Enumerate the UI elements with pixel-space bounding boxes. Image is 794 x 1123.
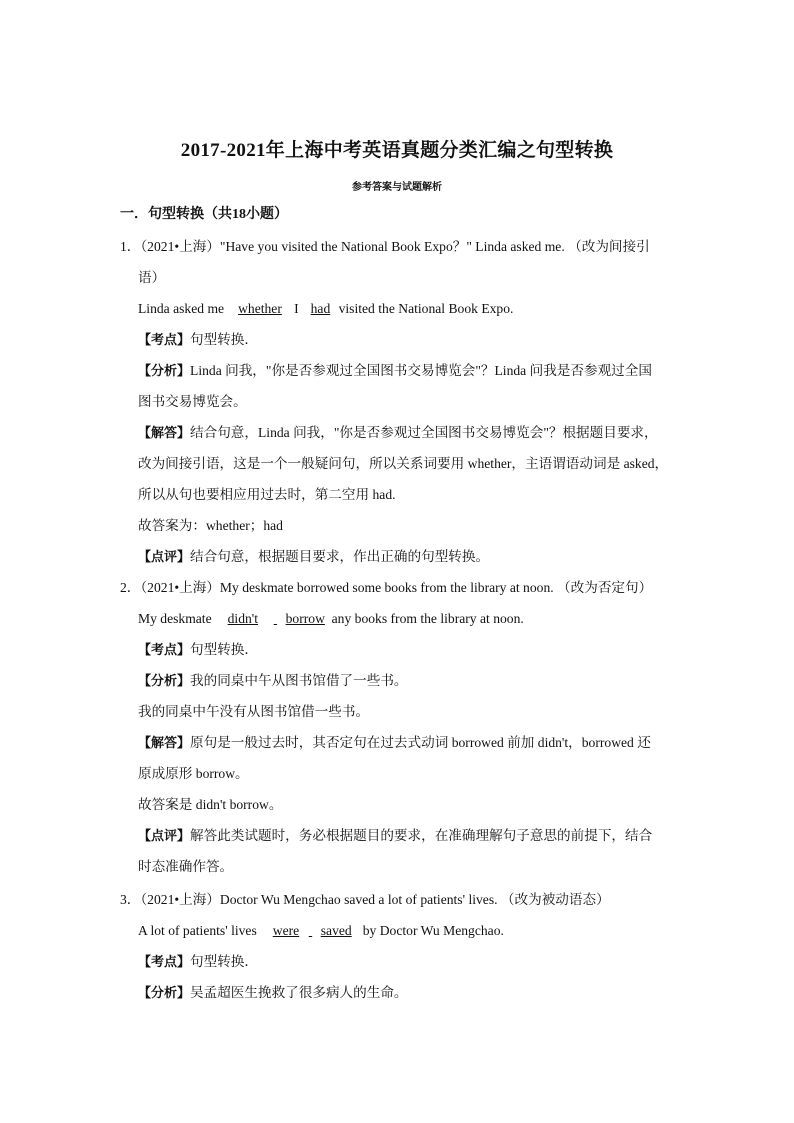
answer-blank-1: didn't (227, 611, 259, 626)
kaodian-text: 句型转换． (190, 332, 258, 347)
answer-suffix: visited the National Book Expo. (338, 301, 514, 316)
kaodian-tag: 【考点】 (138, 955, 191, 970)
question-2-jieda-cont: 原成原形 borrow。 (138, 766, 249, 781)
jieda-text: 结合句意，Linda 问我，"你是否参观过全国图书交易博览会"？根据题目要求， (190, 425, 658, 440)
question-3-stem (120, 891, 610, 909)
question-1-answer (138, 300, 513, 318)
kaodian-text: 句型转换． (190, 954, 258, 969)
dianping-tag: 【点评】 (138, 550, 191, 565)
question-1-jieda (138, 424, 658, 443)
jieda-tag: 【解答】 (138, 736, 191, 751)
jieda-tag: 【解答】 (138, 426, 191, 441)
answer-blank-2: saved (320, 923, 352, 938)
question-2-fenxi (138, 672, 408, 691)
kaodian-tag: 【考点】 (138, 333, 191, 348)
fenxi-tag: 【分析】 (138, 674, 191, 689)
question-2-result: 故答案是 didn't borrow。 (138, 797, 283, 812)
question-1-kaodian (138, 331, 258, 350)
fenxi-tag: 【分析】 (138, 986, 191, 1001)
question-1-stem (120, 238, 650, 256)
document-subtitle: 参考答案与试题解析 (352, 182, 442, 193)
question-text: （2021•上海）"Have you visited the National Book Expo？" Linda asked me. （改为间接引 (140, 239, 650, 254)
question-text: （2021•上海）Doctor Wu Mengchao saved a lot of patients' lives. （改为被动语态） (140, 892, 610, 907)
question-3-fenxi (138, 984, 408, 1003)
answer-suffix: by Doctor Wu Mengchao. (362, 923, 504, 938)
question-1-fenxi (138, 362, 652, 381)
fenxi-text: 我的同桌中午从图书馆借了一些书。 (190, 673, 408, 688)
question-1-jieda-cont-2: 所以从句也要相应用过去时，第二空用 had. (138, 487, 396, 502)
jieda-text: 原句是一般过去时，其否定句在过去式动词 borrowed 前加 didn't，borrowed 还 (190, 735, 651, 750)
answer-prefix: My deskmate (138, 611, 212, 626)
question-2-jieda (138, 734, 651, 753)
answer-prefix: Linda asked me (138, 301, 225, 316)
question-1-fenxi-cont: 图书交易博览会。 (138, 394, 247, 409)
document-title: 2017-2021年上海中考英语真题分类汇编之句型转换 (180, 140, 614, 161)
question-2-dianping (138, 827, 652, 846)
question-3-answer (138, 922, 504, 940)
answer-blank-1: whether (238, 301, 282, 316)
question-3-kaodian (138, 953, 258, 972)
answer-suffix: any books from the library at noon. (331, 611, 524, 626)
question-1-dianping (138, 548, 489, 567)
question-2-dianping-cont: 时态准确作答。 (138, 859, 234, 874)
question-number: 1． (120, 239, 141, 254)
question-2-answer (138, 610, 524, 628)
answer-blank-1: were (272, 923, 300, 938)
dianping-text: 解答此类试题时，务必根据题目的要求，在准确理解句子意思的前提下，结合 (190, 828, 653, 843)
fenxi-text: 吴孟超医生挽救了很多病人的生命。 (190, 985, 408, 1000)
question-2-fenxi-cont: 我的同桌中午没有从图书馆借一些书。 (138, 704, 370, 719)
question-number: 2． (120, 580, 141, 595)
fenxi-text: Linda 问我，"你是否参观过全国图书交易博览会"？Linda 问我是否参观过全国 (190, 363, 652, 378)
answer-blank-2: borrow (285, 611, 325, 626)
question-number: 3． (120, 892, 141, 907)
section-heading: 一．句型转换（共18小题） (120, 207, 288, 222)
answer-middle: I (294, 301, 299, 316)
kaodian-text: 句型转换． (190, 642, 258, 657)
fenxi-tag: 【分析】 (138, 364, 191, 379)
question-1-jieda-cont-1: 改为间接引语，这是一个一般疑问句，所以关系词要用 whether，主语谓语动词是 asked， (138, 456, 669, 471)
answer-prefix: A lot of patients' lives (138, 923, 257, 938)
question-1-stem-cont: 语） (138, 270, 166, 285)
answer-blank-2: had (310, 301, 331, 316)
question-1-result: 故答案为：whether；had (138, 518, 283, 533)
question-2-kaodian (138, 641, 258, 660)
question-text: （2021•上海）My deskmate borrowed some books from the library at noon. （改为否定句） (140, 580, 653, 595)
question-2-stem (120, 579, 652, 597)
dianping-text: 结合句意，根据题目要求，作出正确的句型转换。 (190, 549, 490, 564)
dianping-tag: 【点评】 (138, 829, 191, 844)
kaodian-tag: 【考点】 (138, 643, 191, 658)
